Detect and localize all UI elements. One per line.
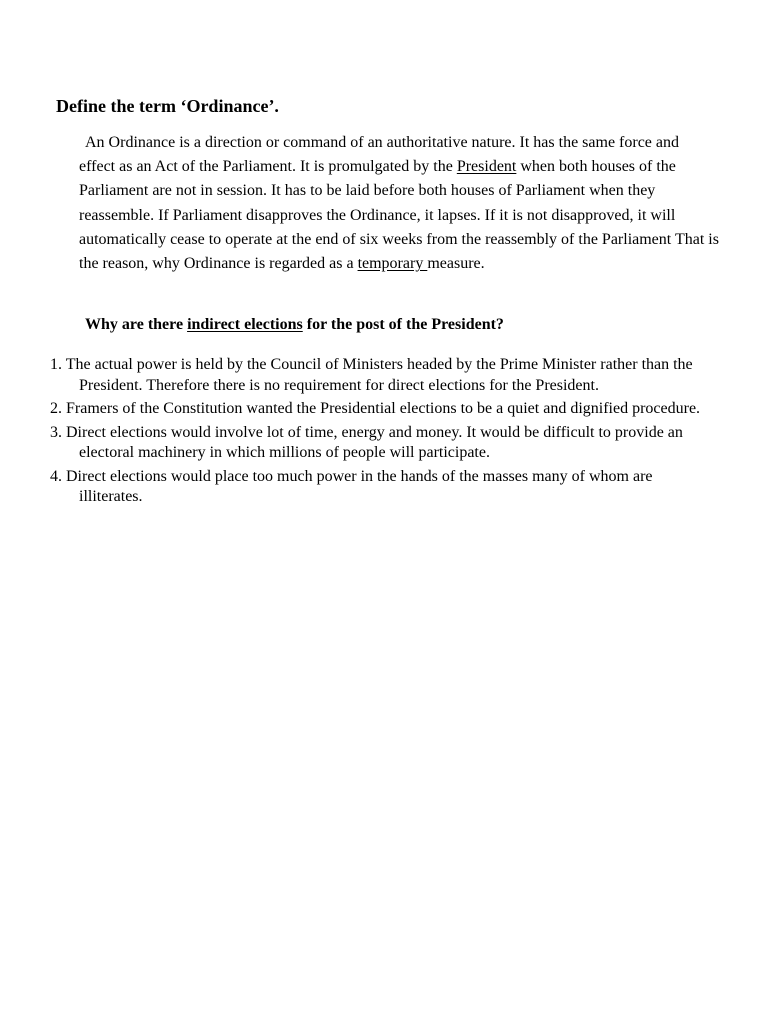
heading-define-ordinance: Define the term ‘Ordinance’. xyxy=(56,96,279,116)
underlined-indirect-elections: indirect elections xyxy=(187,316,303,333)
reasons-list xyxy=(50,355,720,511)
heading2-text-1: Why are there xyxy=(85,316,188,333)
list-item: 2. Framers of the Constitution wanted the Presidential elections to be a quiet and dignified procedure. xyxy=(50,400,701,417)
paragraph-text-2: when both houses of the Parliament are not in session. It has to be laid before both houses of Parliament when they reassemble. If Parliament disapproves the Ordinance, it lapses. If it is not disapproved, it will automatically cease to operate at the end of six weeks from the reassembly of the Parliament That is the reason, why Ordinance is regarded as a xyxy=(79,158,719,273)
ordinance-definition-paragraph xyxy=(79,131,719,276)
underlined-temporary: temporary xyxy=(357,255,428,273)
heading-indirect-elections xyxy=(85,313,504,337)
heading2-text-2: for the post of the President? xyxy=(302,316,504,333)
list-item: 1. The actual power is held by the Council of Ministers headed by the Prime Minister rather than the President. Therefore there is no requirement for direct elections for the President. xyxy=(50,356,693,394)
underlined-president: President xyxy=(456,158,517,176)
list-item: 4. Direct elections would place too much power in the hands of the masses many of whom are illiterates. xyxy=(50,467,653,505)
paragraph-text-1: An Ordinance is a direction or command of an authoritative nature. It has the same force and effect as an Act of the Parliament. It is promulgated by the xyxy=(79,134,679,176)
paragraph-text-3: measure. xyxy=(427,255,485,273)
list-item: 3. Direct elections would involve lot of time, energy and money. It would be difficult to provide an electoral machinery in which millions of people will participate. xyxy=(50,423,683,461)
